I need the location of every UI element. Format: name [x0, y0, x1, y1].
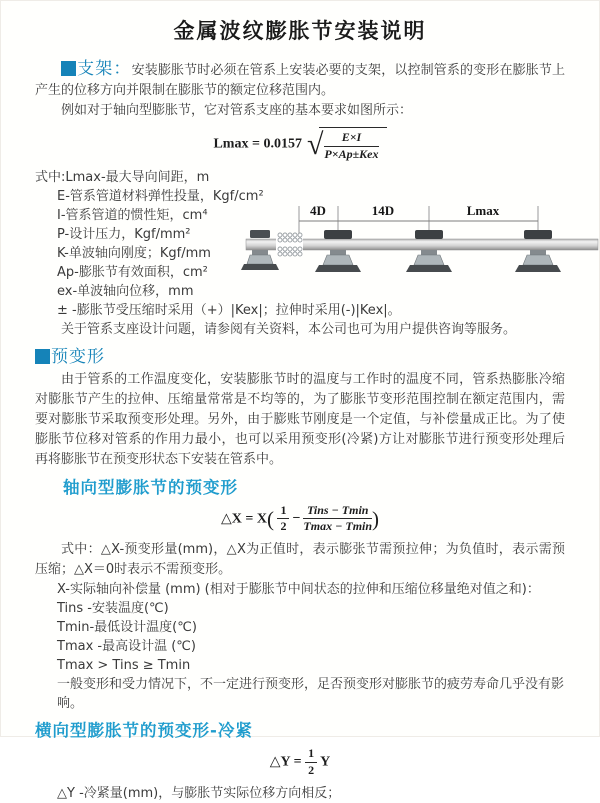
axial-formula: [35, 504, 565, 535]
support-section-intro: [35, 59, 565, 101]
temp-frac-denominator: Tmax − Tmin: [303, 519, 373, 534]
lmax-formula-numerator: E×I: [324, 131, 378, 147]
lateral-formula: [35, 747, 565, 778]
radical-sign: √: [306, 128, 324, 161]
definition-line: E-管系管道材料弹性投量，Kgf/cm²: [57, 188, 264, 204]
page-title: 金属波纹膨胀节安装说明: [173, 19, 427, 43]
predeform-section-heading: 预变形: [51, 346, 105, 367]
half-denominator: 2: [280, 519, 287, 534]
dim-label-4d: 4D: [310, 202, 326, 218]
lateral-formula-rhs: Y: [320, 754, 331, 770]
guide-support: [406, 230, 452, 272]
support-section-heading: 支架：: [77, 59, 132, 79]
lateral-half-denominator: 2: [308, 762, 315, 777]
section-bullet-icon: [35, 349, 50, 364]
lmax-formula-denominator: P×Ap±Kex: [324, 146, 379, 161]
axial-line: 一般变形和受力情况下，不一定进行预变形，足否预变形对膨胀节的疲劳寿命几乎没有影响。: [57, 677, 565, 712]
temp-frac-numerator: Tins − Tmin: [303, 504, 372, 520]
minus-sign: −: [292, 511, 301, 527]
open-paren: (: [266, 506, 274, 531]
lateral-desc: △Y -冷紧量(mm)，与膨胀节实际位移方向相反；: [57, 785, 341, 801]
support-intro-text: 安装膨胀节时必须在管系上安装必要的支架，以控制管系的变形在膨胀节上产生的位移方向并限制在膨胀节的额定位移范围内。: [35, 63, 565, 98]
axial-line: X-实际轴向补偿量 (mm) (相对于膨胀节中间状态的拉伸和压缩位移量绝对值之和)：: [57, 582, 540, 598]
definition-line: Ap-膨胀节有效面积，cm²: [57, 264, 208, 280]
axial-formula-lhs: △X = X: [220, 511, 267, 527]
predeform-body: 由于管系的工作温度变化，安装膨胀节时的温度与工作时的温度不同，管系热膨胀冷缩对膨胀节产生的拉伸、压缩量常常是不均等的，为了膨胀节变形范围控制在额定范围内，需要对膨胀节采取预变形处理。另外，由于膨账节刚度是一个定值，与补偿量成正比。为了使膨胀节位移对管系的作用力最小，也可以采用预变形(冷紧)方让对膨胀节进行预变形处理后再将膨胀节在预变形状态下安装在管系中。: [35, 371, 565, 467]
lateral-formula-lhs: △Y =: [269, 754, 302, 770]
close-paren: ): [372, 506, 380, 531]
axial-subheading: 轴向型膨胀节的预变形: [63, 477, 238, 497]
lmax-formula: [35, 127, 565, 162]
guide-support: [315, 230, 361, 272]
lateral-half-numerator: 1: [305, 747, 317, 763]
guide-support: [515, 230, 561, 272]
example-line: 例如对于轴向型膨胀节，它对管系支座的基本要求如图所示：: [61, 103, 413, 118]
definition-line: P-设计压力，Kgf/mm²: [57, 226, 191, 242]
sqrt-radical: [307, 127, 387, 162]
definition-line: K-单波轴向刚度；Kgf/mm: [57, 245, 211, 261]
axial-line: Tmin-最低设计温度(℃): [57, 620, 197, 636]
definition-line: ex-单波轴向位移，mm: [57, 283, 194, 299]
definition-line: 式中:Lmax-最大导向间距，m: [35, 169, 210, 185]
definitions-block: [35, 168, 565, 320]
bellows-coils: [276, 233, 303, 256]
support-note: 关于管系支座设计问题，请参阅有关资料，本公司也可为用户提供咨询等服务。: [61, 321, 517, 337]
axial-definitions: [35, 580, 565, 713]
predeform-section-heading-row: [35, 346, 565, 368]
lateral-subheading: 横向型膨胀节的预变形-冷紧: [35, 721, 253, 741]
pipe-support-diagram: [246, 194, 598, 286]
axial-line: Tmax -最高设计温 (℃): [57, 639, 196, 655]
section-bullet-icon: [61, 61, 76, 76]
axial-line: Tmax > Tins ≥ Tmin: [57, 658, 191, 674]
half-numerator: 1: [277, 504, 289, 520]
axial-desc: 式中：△X-预变形量(mm)，△X为正值时，表示膨张节需预拉伸；为负值时，表示需预压缩；△X＝0时表示不需预变形。: [35, 542, 565, 578]
definition-line: ± -膨胀节受压缩时采用（+）|Kex|；拉伸时采用(-)|Kex|。: [57, 302, 401, 318]
definition-line: I-管系管道的惯性矩，cm⁴: [57, 207, 208, 223]
dim-label-14d: 14D: [371, 202, 395, 218]
axial-line: Tins -安装温度(℃): [57, 601, 169, 617]
lmax-formula-lhs: Lmax = 0.0157: [213, 136, 302, 152]
dim-label-lmax: Lmax: [466, 202, 500, 218]
